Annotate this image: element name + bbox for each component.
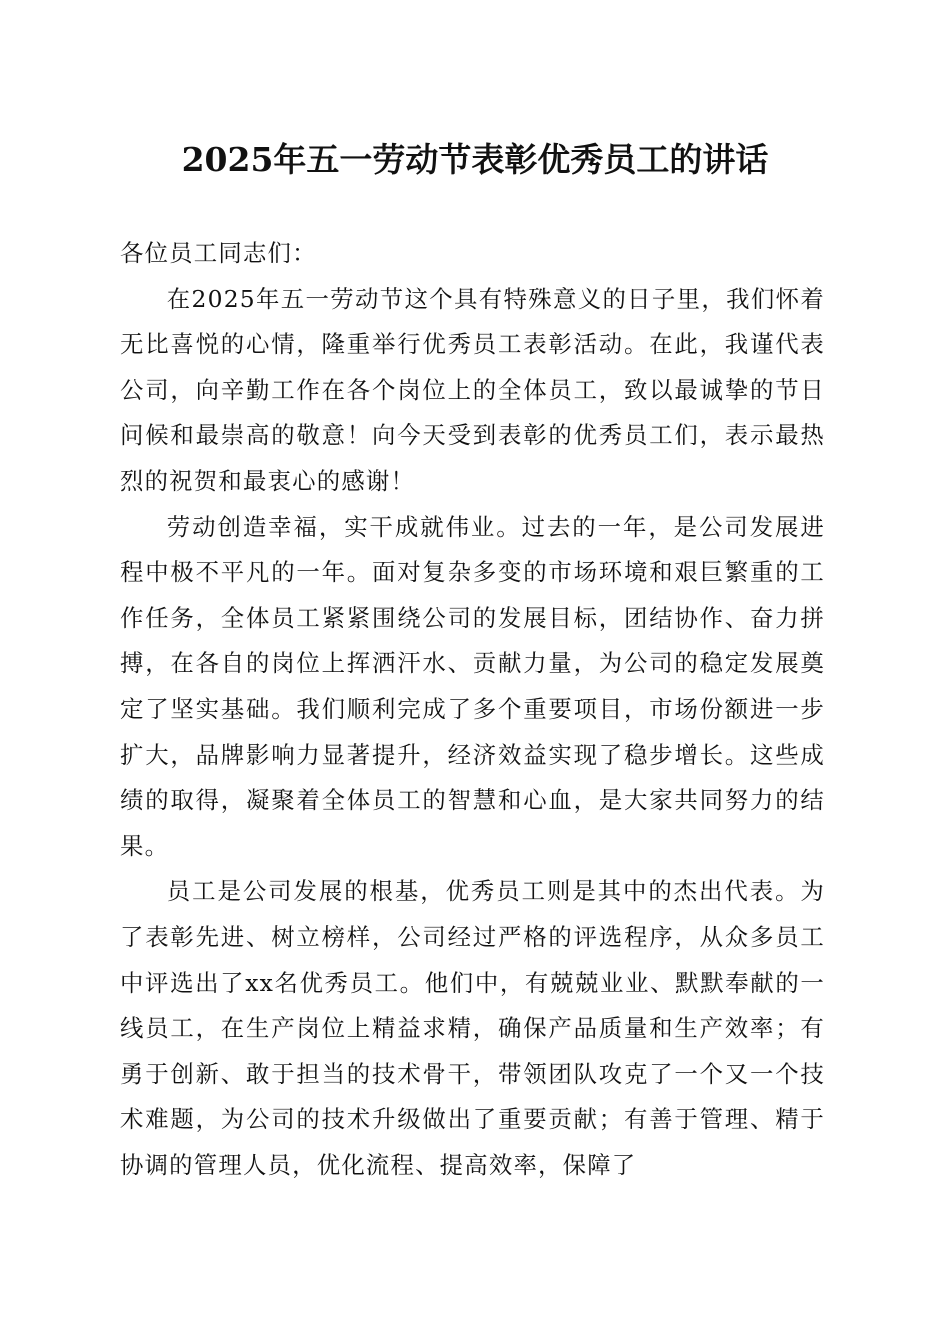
paragraph-3: 员工是公司发展的根基，优秀员工则是其中的杰出代表。为了表彰先进、树立榜样，公司经过严格的评选程序，从众多员工中评选出了xx名优秀员工。他们中，有兢兢业业、默默奉献的一线员工，在生产岗位上精益求精，确保产品质量和生产效率；有勇于创新、敢于担当的技术骨干，带领团队攻克了一个又一个技术难题，为公司的技术升级做出了重要贡献；有善于管理、精于协调的管理人员，优化流程、提高效率，保障了 xyxy=(120,877,825,1179)
paragraph-1: 在2025年五一劳动节这个具有特殊意义的日子里，我们怀着无比喜悦的心情，隆重举行优秀员工表彰活动。在此，我谨代表公司，向辛勤工作在各个岗位上的全体员工，致以最诚挚的节日问候和最崇高的敬意！向今天受到表彰的优秀员工们，表示最热烈的祝贺和最衷心的感谢！ xyxy=(120,284,825,495)
document-body xyxy=(120,231,825,1188)
salutation: 各位员工同志们： xyxy=(120,239,317,267)
document-title: 2025年五一劳动节表彰优秀员工的讲话 xyxy=(181,140,769,179)
paragraph-2: 劳动创造幸福，实干成就伟业。过去的一年，是公司发展进程中极不平凡的一年。面对复杂多变的市场环境和艰巨繁重的工作任务，全体员工紧紧围绕公司的发展目标，团结协作、奋力拼搏，在各自的岗位上挥洒汗水、贡献力量，为公司的稳定发展奠定了坚实基础。我们顺利完成了多个重要项目，市场份额进一步扩大，品牌影响力显著提升，经济效益实现了稳步增长。这些成绩的取得，凝聚着全体员工的智慧和心血，是大家共同努力的结果。 xyxy=(120,512,825,860)
